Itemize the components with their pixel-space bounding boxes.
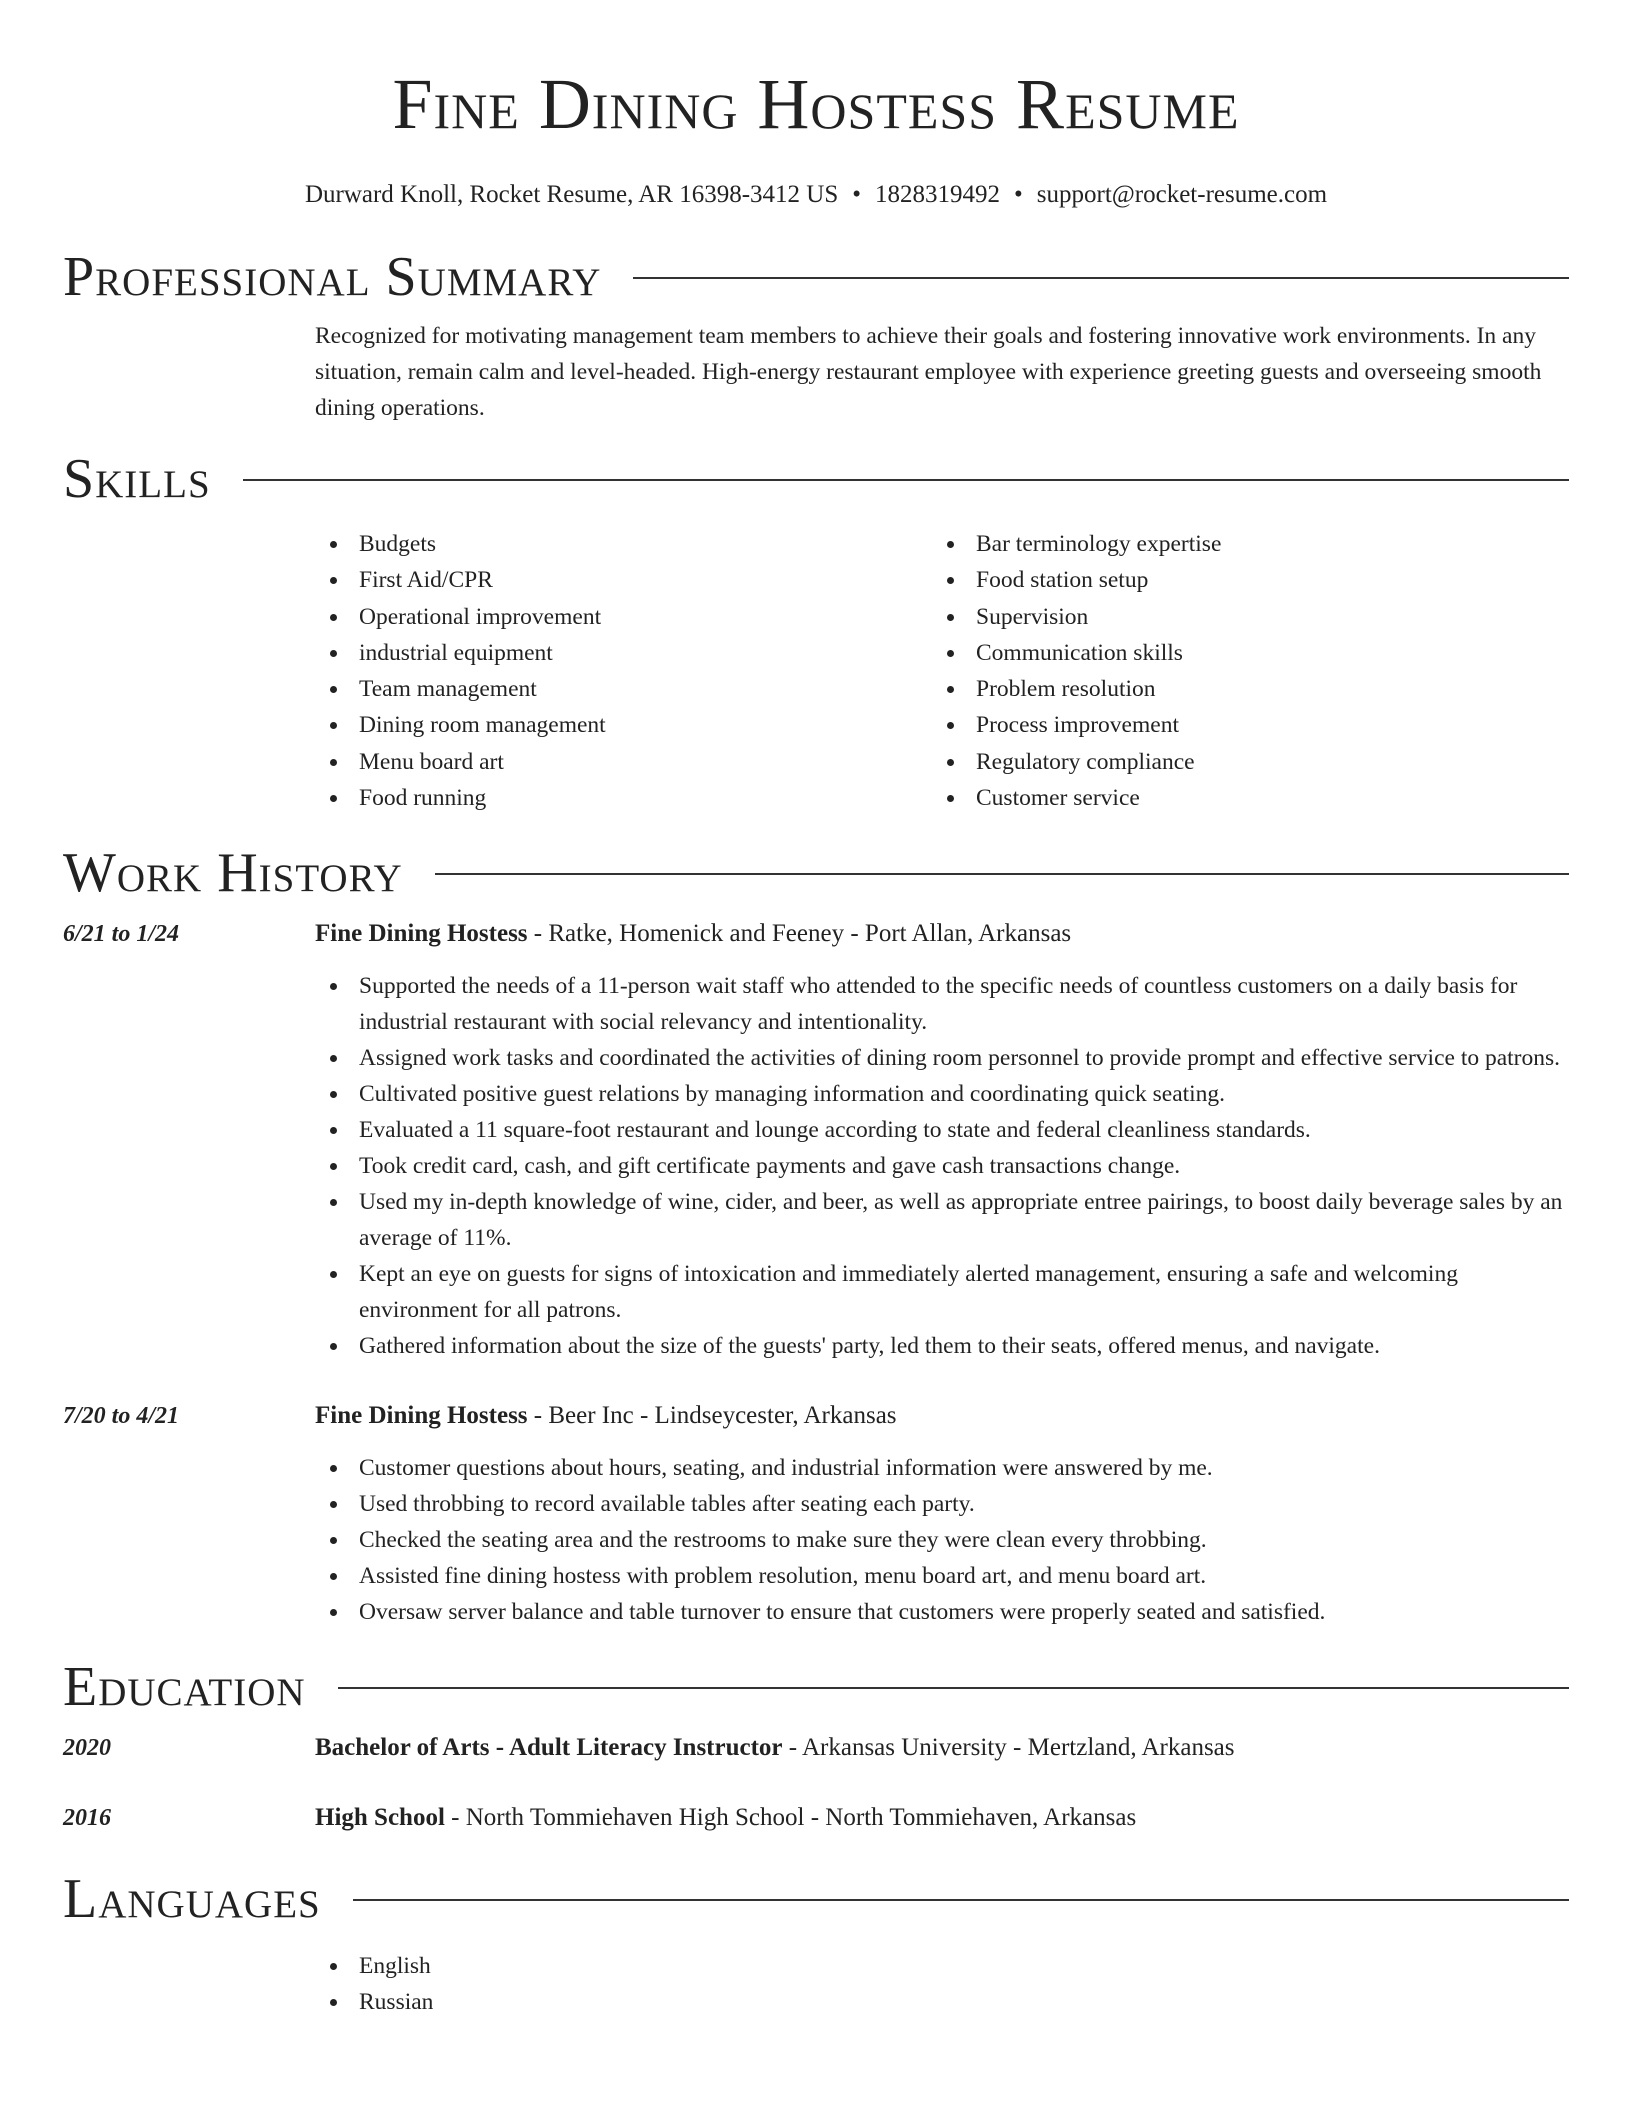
summary-text: Recognized for motivating management team members to achieve their goals and fostering innovative work environments. In any situation, remain calm and level-headed. High-energy restaurant employee with experience greeting guests and overseeing smooth dining operations.: [315, 323, 1542, 421]
summary-header: [63, 244, 1569, 310]
job-entry: [63, 1398, 1569, 1630]
skill-item: Food running: [315, 780, 932, 816]
skills-right-column: [932, 526, 1549, 816]
job-bullet: Oversaw server balance and table turnover to ensure that customers were properly seated and satisfied.: [315, 1594, 1569, 1630]
skill-item: Bar terminology expertise: [932, 526, 1549, 562]
contact-line: [63, 178, 1569, 212]
skill-item: Food station setup: [932, 562, 1549, 598]
job-bullets: [315, 1450, 1569, 1630]
job-bullet: Took credit card, cash, and gift certificate payments and gave cash transactions change.: [315, 1148, 1569, 1184]
job-bullet: Checked the seating area and the restrooms to make sure they were clean every throbbing.: [315, 1522, 1569, 1558]
work-heading: Work History: [63, 842, 403, 905]
skills-section: [63, 446, 1569, 816]
job-bullet: Gathered information about the size of the guests' party, led them to their seats, offered menus, and navigate.: [315, 1328, 1569, 1364]
job-header: [315, 916, 1569, 952]
education-year: 2016: [63, 1805, 111, 1832]
summary-section: [63, 244, 1569, 426]
skill-item: Budgets: [315, 526, 932, 562]
skills-heading: Skills: [63, 448, 211, 510]
section-divider: [353, 1899, 1569, 1901]
job-bullet: Customer questions about hours, seating, and industrial information were answered by me.: [315, 1450, 1569, 1486]
section-divider: [633, 277, 1569, 279]
languages-section: [63, 1866, 1569, 2020]
work-section: [63, 840, 1569, 1630]
job-title: Fine Dining Hostess: [315, 1402, 528, 1430]
education-entry: [63, 1730, 1569, 1766]
job-dates: 6/21 to 1/24: [63, 921, 180, 948]
education-section: [63, 1654, 1569, 1836]
contact-separator: •: [1014, 181, 1023, 208]
job-details: [315, 916, 1569, 1364]
job-bullet: Used throbbing to record available tables after seating each party.: [315, 1486, 1569, 1522]
languages-header: [63, 1866, 1569, 1932]
education-heading: Education: [63, 1656, 306, 1719]
skills-columns: [315, 526, 1569, 816]
skill-item: Regulatory compliance: [932, 744, 1549, 780]
section-divider: [338, 1687, 1569, 1689]
education-details: [315, 1730, 1569, 1766]
education-details: [315, 1800, 1569, 1836]
education-header: [63, 1654, 1569, 1720]
job-bullet: Assisted fine dining hostess with problem resolution, menu board art, and menu board art.: [315, 1558, 1569, 1594]
skill-item: Dining room management: [315, 707, 932, 743]
skill-item: Menu board art: [315, 744, 932, 780]
section-divider: [243, 479, 1569, 481]
skills-header: [63, 446, 1569, 512]
job-bullets: [315, 968, 1569, 1364]
skill-item: industrial equipment: [315, 635, 932, 671]
job-bullet: Kept an eye on guests for signs of intoxication and immediately alerted management, ensuring a safe and welcoming environment for all patrons.: [315, 1256, 1569, 1328]
skill-item: Supervision: [932, 599, 1549, 635]
skill-item: First Aid/CPR: [315, 562, 932, 598]
job-entry: [63, 916, 1569, 1364]
education-degree: High School: [315, 1804, 445, 1832]
skill-item: Customer service: [932, 780, 1549, 816]
contact-separator: •: [852, 181, 861, 208]
skill-item: Problem resolution: [932, 671, 1549, 707]
education-degree: Bachelor of Arts - Adult Literacy Instructor: [315, 1734, 783, 1762]
skill-item: Operational improvement: [315, 599, 932, 635]
contact-address: Durward Knoll, Rocket Resume, AR 16398-3412 US: [304, 181, 839, 208]
education-entry: [63, 1800, 1569, 1836]
skill-item: Process improvement: [932, 707, 1549, 743]
section-divider: [435, 873, 1569, 875]
job-details: [315, 1398, 1569, 1630]
job-bullet: Cultivated positive guest relations by managing information and coordinating quick seating.: [315, 1076, 1569, 1112]
contact-email: support@rocket-resume.com: [1036, 181, 1328, 208]
job-bullet: Assigned work tasks and coordinated the activities of dining room personnel to provide prompt and effective service to patrons.: [315, 1040, 1569, 1076]
languages-heading: Languages: [63, 1868, 321, 1931]
job-bullet: Supported the needs of a 11-person wait staff who attended to the specific needs of countless customers on a daily basis for industrial restaurant with social relevancy and intentionality.: [315, 968, 1569, 1040]
education-school: - North Tommiehaven High School - North Tommiehaven, Arkansas: [444, 1804, 1137, 1832]
education-school: - Arkansas University - Mertzland, Arkansas: [782, 1734, 1235, 1762]
language-item: Russian: [315, 1984, 1569, 2020]
job-dates: 7/20 to 4/21: [63, 1403, 180, 1430]
work-header: [63, 840, 1569, 906]
languages-list: [315, 1948, 1569, 2020]
contact-phone: 1828319492: [875, 181, 1000, 208]
education-year: 2020: [63, 1735, 111, 1762]
job-bullet: Used my in-depth knowledge of wine, cider, and beer, as well as appropriate entree pairings, to boost daily beverage sales by an average of 11%.: [315, 1184, 1569, 1256]
summary-heading: Professional Summary: [63, 246, 602, 308]
language-item: English: [315, 1948, 1569, 1984]
skill-item: Communication skills: [932, 635, 1549, 671]
languages-body: [315, 1948, 1569, 2020]
job-header: [315, 1398, 1569, 1434]
skills-left-column: [315, 526, 932, 816]
skill-item: Team management: [315, 671, 932, 707]
job-employer: - Ratke, Homenick and Feeney - Port Allan, Arkansas: [527, 920, 1072, 948]
job-title: Fine Dining Hostess: [315, 920, 528, 948]
job-employer: - Beer Inc - Lindseycester, Arkansas: [527, 1402, 897, 1430]
job-bullet: Evaluated a 11 square-foot restaurant and lounge according to state and federal cleanliness standards.: [315, 1112, 1569, 1148]
resume-title: Fine Dining Hostess Resume: [392, 64, 1240, 144]
summary-body: [315, 318, 1569, 426]
